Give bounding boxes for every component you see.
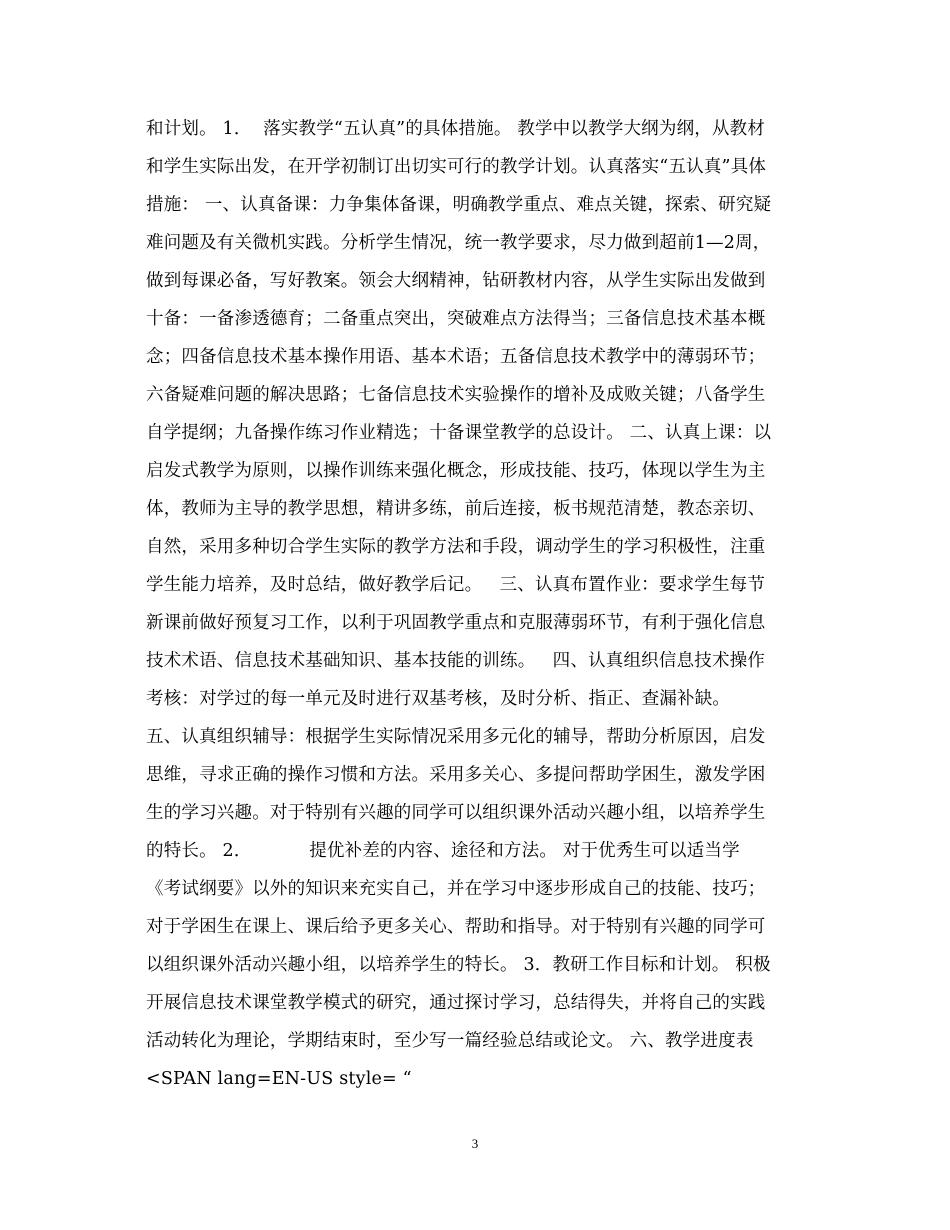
text-line: 启发式教学为原则，以操作训练来强化概念，形成技能、技巧，体现以学生为主 xyxy=(146,461,766,481)
text-line: 活动转化为理论，学期结束时，至少写一篇经验总结或论文。 六、教学进度表 xyxy=(146,1031,754,1051)
text-line: 做到每课必备，写好教案。领会大纲精神，钻研教材内容，从学生实际出发做到 xyxy=(146,271,766,291)
text-line: 开展信息技术课堂教学模式的研究，通过探讨学习，总结得失，并将自己的实践 xyxy=(146,993,766,1013)
text-line: 的特长。 2． 提优补差的内容、途径和方法。 对于优秀生可以适当学 xyxy=(146,841,740,861)
text-line: 学生能力培养，及时总结，做好教学后记。 三、认真布置作业：要求学生每节 xyxy=(146,575,766,595)
text-line: 思维，寻求正确的操作习惯和方法。采用多关心、多提问帮助学困生，激发学困 xyxy=(146,765,766,785)
text-line: <SPAN lang=EN-US style= “ xyxy=(146,1069,412,1089)
text-line: 考核：对学过的每一单元及时进行双基考核，及时分析、指正、查漏补缺。 xyxy=(146,689,731,709)
page-number: 3 xyxy=(471,1136,479,1151)
text-line: 五、认真组织辅导：根据学生实际情况采用多元化的辅导，帮助分析原因，启发 xyxy=(146,727,766,747)
body-text xyxy=(146,110,816,1098)
text-line: 新课前做好预复习工作，以利于巩固教学重点和克服薄弱环节，有利于强化信息 xyxy=(146,613,766,633)
text-line: 对于学困生在课上、课后给予更多关心、帮助和指导。对于特别有兴趣的同学可 xyxy=(146,917,766,937)
text-line: 措施： 一、认真备课：力争集体备课，明确教学重点、难点关键，探索、研究疑 xyxy=(146,195,772,215)
text-line: 自学提纲；九备操作练习作业精选；十备课堂教学的总设计。 二、认真上课：以 xyxy=(146,423,772,443)
text-line: 六备疑难问题的解决思路；七备信息技术实验操作的增补及成败关键；八备学生 xyxy=(146,385,766,405)
text-line: 技术术语、信息技术基础知识、基本技能的训练。 四、认真组织信息技术操作 xyxy=(146,651,766,671)
text-line: 和计划。 1． 落实教学“五认真”的具体措施。 教学中以教学大纲为纲，从教材 xyxy=(146,119,766,139)
text-line: 念；四备信息技术基本操作用语、基本术语；五备信息技术教学中的薄弱环节； xyxy=(146,347,766,367)
text-line: 和学生实际出发，在开学初制订出切实可行的教学计划。认真落实“五认真”具体 xyxy=(146,157,767,177)
text-line: 《考试纲要》以外的知识来充实自己，并在学习中逐步形成自己的技能、技巧； xyxy=(146,879,766,899)
text-line: 十备：一备渗透德育；二备重点突出，突破难点方法得当；三备信息技术基本概 xyxy=(146,309,766,329)
text-line: 难问题及有关微机实践。分析学生情况，统一教学要求，尽力做到超前1—2周， xyxy=(146,233,771,253)
text-line: 体，教师为主导的教学思想，精讲多练，前后连接，板书规范清楚，教态亲切、 xyxy=(146,499,766,519)
text-line: 以组织课外活动兴趣小组，以培养学生的特长。 3．教研工作目标和计划。 积极 xyxy=(146,955,771,975)
text-line: 自然，采用多种切合学生实际的教学方法和手段，调动学生的学习积极性，注重 xyxy=(146,537,766,557)
text-line: 生的学习兴趣。对于特别有兴趣的同学可以组织课外活动兴趣小组，以培养学生 xyxy=(146,803,766,823)
